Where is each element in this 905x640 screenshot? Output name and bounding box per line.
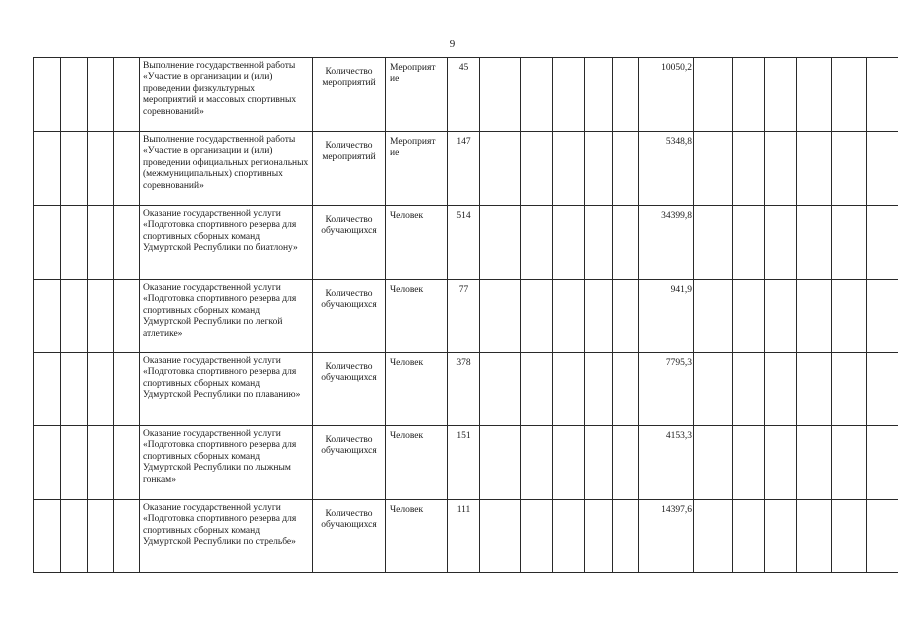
row-unit: Человек: [390, 358, 424, 368]
row-unit: Человек: [390, 505, 424, 515]
row-unit: Мероприят ие: [390, 63, 436, 85]
row-description: Оказание государственной услуги «Подготовка спортивного резерва для спортивных сборных команд Удмуртской Республики по биатлону»: [143, 209, 298, 254]
row-description: Оказание государственной услуги «Подготовка спортивного резерва для спортивных сборных команд Удмуртской Республики по легкой атлетике»: [143, 283, 297, 339]
row-amount: 4153,3: [665, 431, 692, 441]
row-indicator: Количество мероприятий: [322, 67, 376, 89]
row-amount: 7795,3: [665, 358, 692, 368]
row-quantity: 111: [456, 505, 471, 515]
budget-table: [33, 57, 898, 573]
row-amount: 5348,8: [665, 137, 692, 147]
row-unit: Человек: [390, 285, 424, 295]
row-indicator: Количество обучающихся: [321, 289, 377, 311]
row-unit: Человек: [390, 211, 424, 221]
row-indicator: Количество мероприятий: [322, 141, 376, 163]
row-indicator: Количество обучающихся: [321, 435, 377, 457]
row-quantity: 151: [456, 431, 471, 441]
row-quantity: 514: [456, 211, 471, 221]
row-description: Выполнение государственной работы «Участие в организации и (или) проведении официальных региональных (межмуниципальных) спортивных соревнований»: [143, 135, 309, 191]
row-description: Оказание государственной услуги «Подготовка спортивного резерва для спортивных сборных команд Удмуртской Республики по лыжным гонкам»: [143, 429, 297, 485]
row-amount: 14397,6: [661, 505, 692, 515]
row-amount: 34399,8: [661, 211, 692, 221]
row-description: Выполнение государственной работы «Участие в организации и (или) проведении физкультурных мероприятий и массовых спортивных соревнований»: [143, 61, 297, 117]
row-indicator: Количество обучающихся: [321, 362, 377, 384]
page-number: 9: [449, 38, 456, 50]
row-indicator: Количество обучающихся: [321, 215, 377, 237]
row-amount: 941,9: [670, 285, 692, 295]
row-unit: Мероприят ие: [390, 137, 436, 159]
row-quantity: 378: [456, 358, 471, 368]
row-quantity: 45: [458, 63, 469, 73]
row-amount: 10050,2: [661, 63, 692, 73]
row-description: Оказание государственной услуги «Подготовка спортивного резерва для спортивных сборных команд Удмуртской Республики по плаванию»: [143, 356, 301, 401]
row-description: Оказание государственной услуги «Подготовка спортивного резерва для спортивных сборных команд Удмуртской Республики по стрельбе»: [143, 503, 297, 548]
row-indicator: Количество обучающихся: [321, 509, 377, 531]
row-unit: Человек: [390, 431, 424, 441]
row-quantity: 77: [458, 285, 469, 295]
row-quantity: 147: [456, 137, 471, 147]
